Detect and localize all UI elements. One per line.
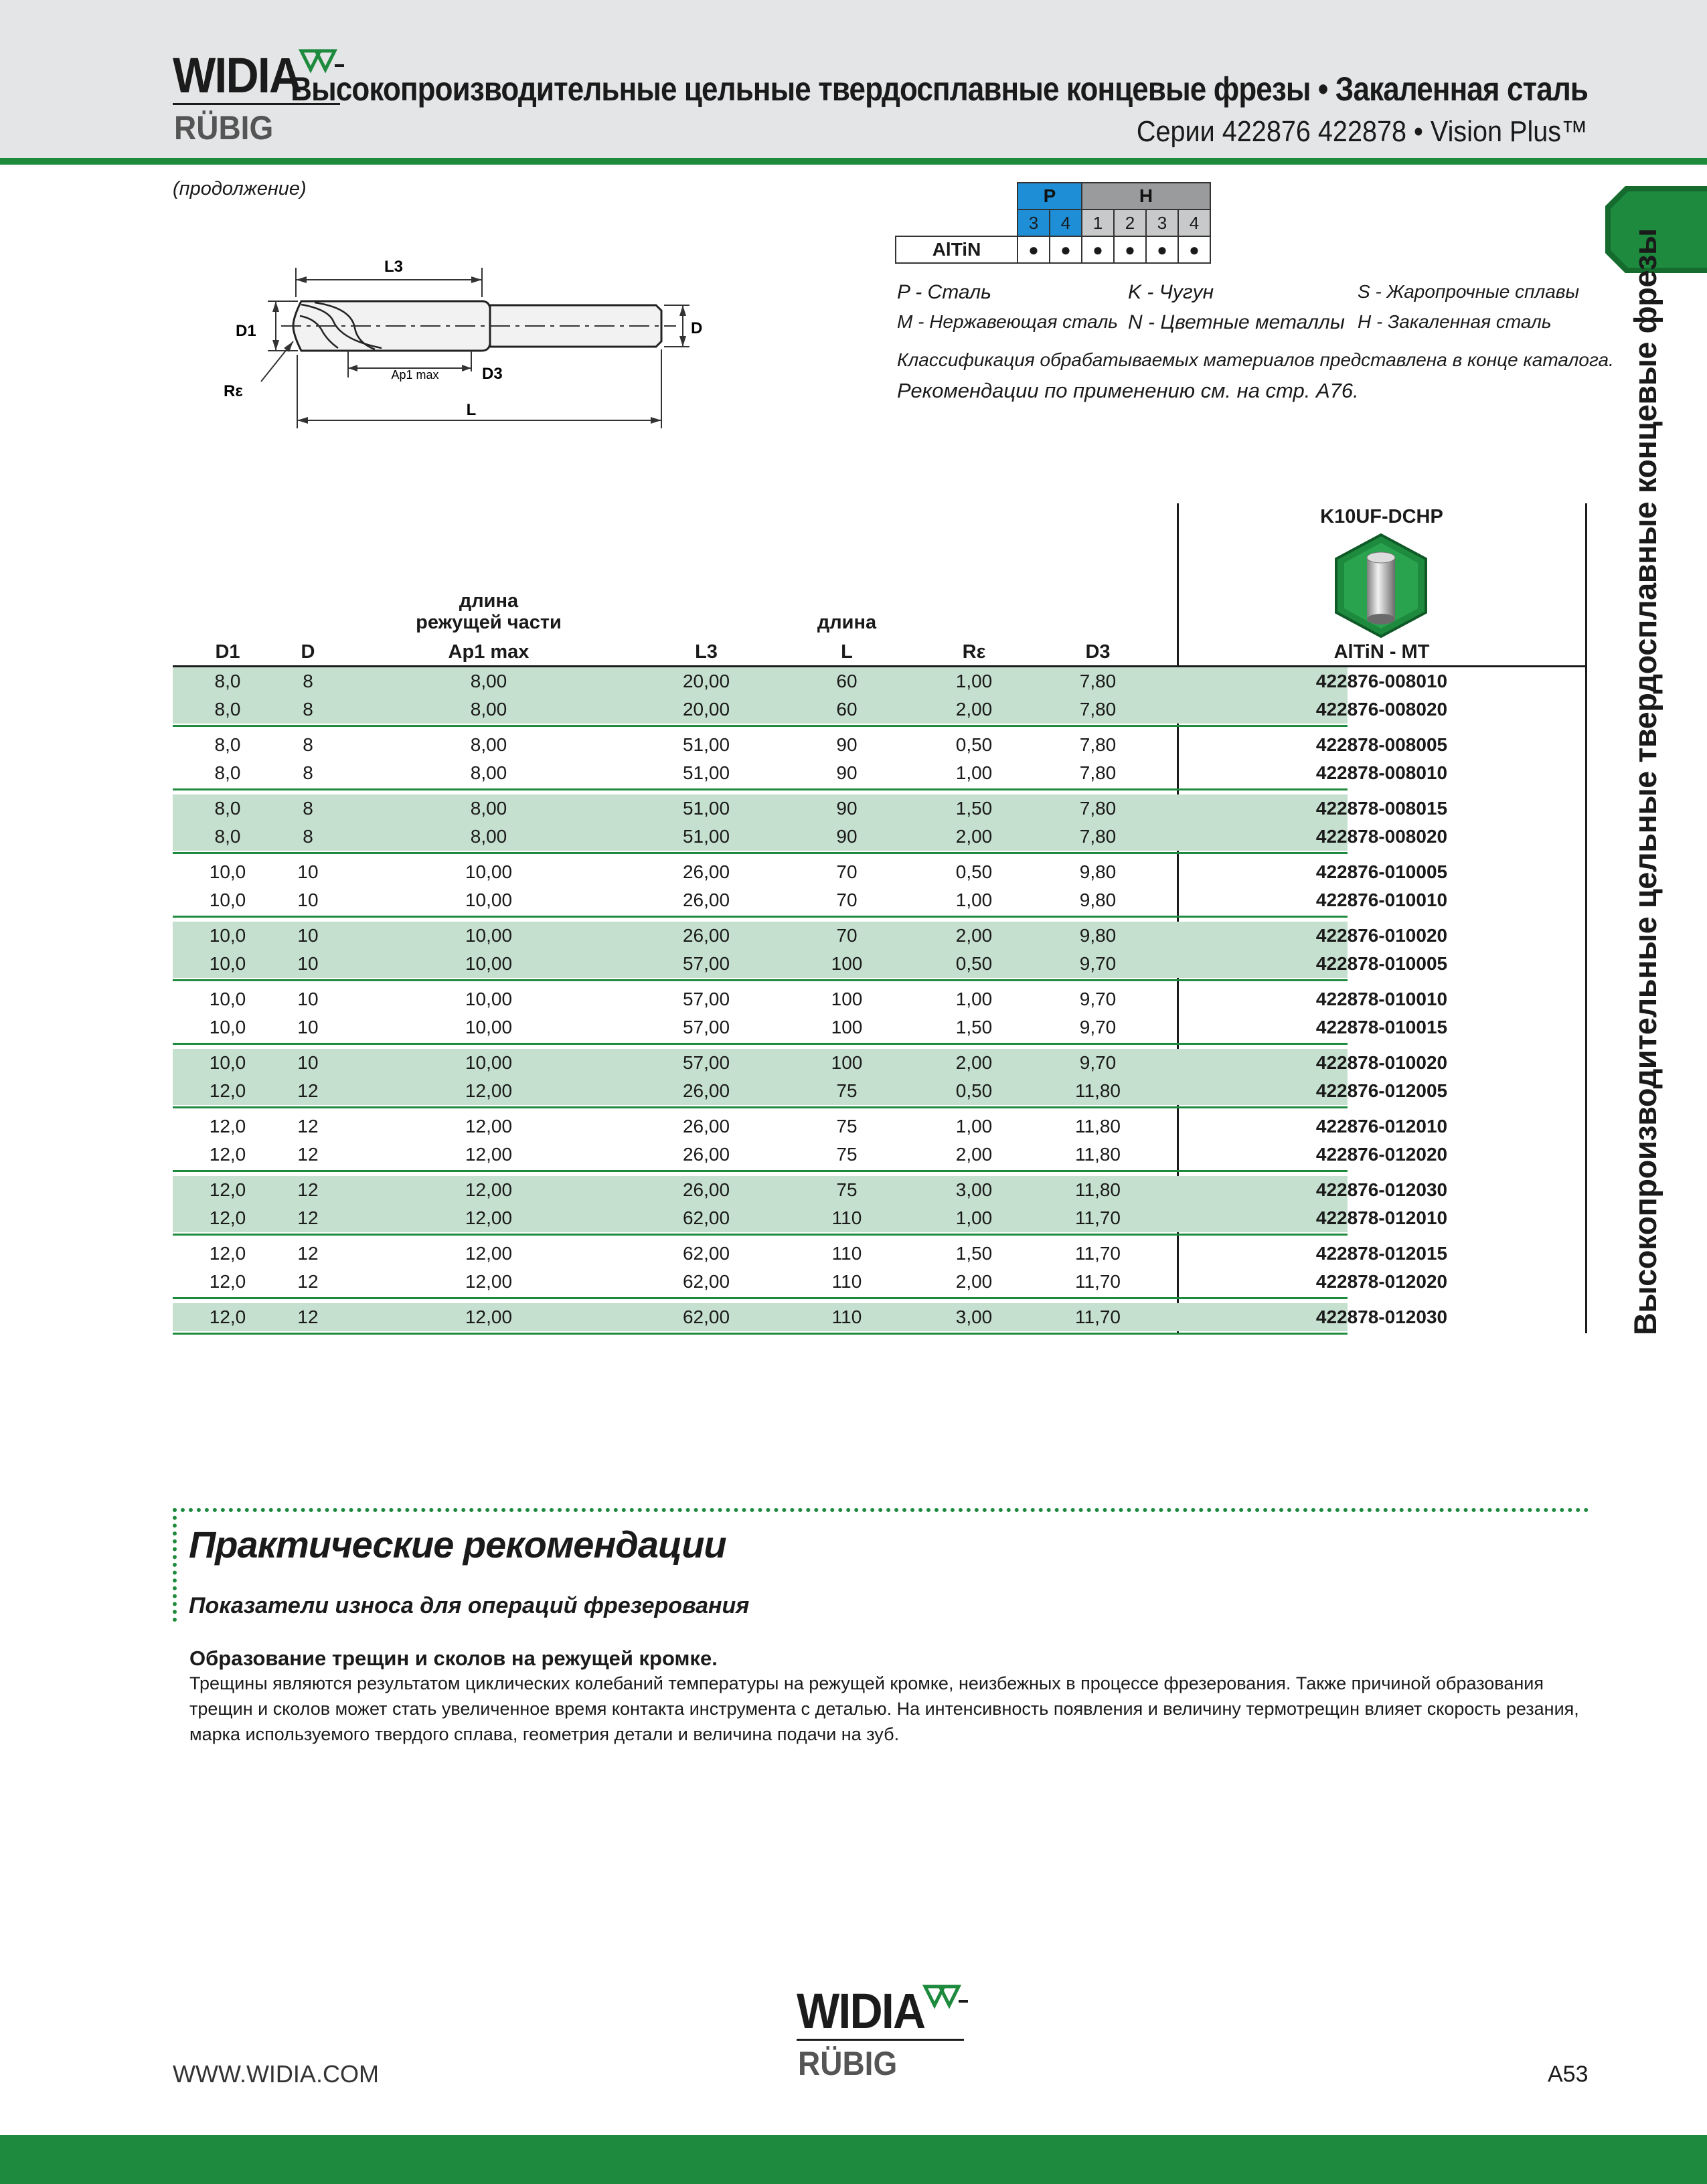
table-cell: 8,00 bbox=[470, 734, 507, 755]
table-cell: 26,00 bbox=[682, 861, 730, 882]
suitability-mark: ● bbox=[1082, 236, 1114, 263]
practical-subtitle: Показатели износа для операций фрезерования bbox=[189, 1593, 750, 1618]
table-cell: 26,00 bbox=[682, 925, 730, 946]
table-cell: 8 bbox=[303, 826, 313, 847]
diagram-label-l3: L3 bbox=[384, 258, 404, 276]
table-cell: 3,00 bbox=[955, 1179, 993, 1200]
table-cell: 9,70 bbox=[1079, 1017, 1117, 1037]
header-d: D bbox=[301, 641, 315, 663]
table-cell: 9,80 bbox=[1079, 925, 1117, 946]
material-sub-number: 3 bbox=[1018, 209, 1050, 236]
material-sub-number: 3 bbox=[1146, 209, 1178, 236]
header-ap1: Ap1 max bbox=[448, 641, 530, 663]
table-cell: 8 bbox=[303, 762, 313, 783]
table-cell: 2,00 bbox=[955, 1052, 993, 1073]
table-cell: 10,0 bbox=[209, 953, 246, 974]
diagram-label-d: D bbox=[691, 319, 703, 337]
table-cell: 2,00 bbox=[955, 1144, 993, 1165]
table-cell: 8,0 bbox=[214, 699, 241, 720]
table-cell: 57,00 bbox=[682, 989, 730, 1009]
table-cell: 12 bbox=[297, 1179, 319, 1200]
table-cell: 51,00 bbox=[682, 798, 730, 819]
table-cell: 12 bbox=[297, 1271, 319, 1292]
table-cell: 10,0 bbox=[209, 861, 246, 882]
series-subtitle: Серии 422876 422878 • Vision Plus™ bbox=[1137, 115, 1588, 148]
table-cell: 10,00 bbox=[465, 1017, 513, 1037]
order-code: 422876-012020 bbox=[1315, 1144, 1448, 1165]
table-cell: 12,0 bbox=[209, 1179, 246, 1200]
material-group-p: P bbox=[1018, 183, 1082, 209]
footer-bar bbox=[0, 2135, 1707, 2184]
table-cell: 9,70 bbox=[1079, 953, 1117, 974]
table-cell: 100 bbox=[831, 953, 863, 974]
suitability-mark: ● bbox=[1178, 236, 1210, 263]
table-cell: 12,0 bbox=[209, 1080, 246, 1101]
table-cell: 62,00 bbox=[682, 1307, 730, 1327]
table-cell: 0,50 bbox=[955, 734, 993, 755]
group-separator bbox=[173, 725, 1348, 727]
table-cell: 12,0 bbox=[209, 1207, 246, 1228]
table-cell: 1,50 bbox=[955, 798, 993, 819]
table-cell: 8,00 bbox=[470, 826, 507, 847]
table-cell: 20,00 bbox=[682, 671, 730, 691]
table-cell: 12,00 bbox=[465, 1144, 513, 1165]
material-group-h: H bbox=[1082, 183, 1210, 209]
table-cell: 12,0 bbox=[209, 1243, 246, 1264]
logo-widia-text: WIDIA bbox=[173, 48, 301, 103]
practical-text-line: трещин и сколов может стать увеличенное время контакта инструмента с деталью. На интенсивность появления и величину термотрещин влияет скорость резания, bbox=[189, 1699, 1579, 1719]
header-l: L bbox=[841, 641, 853, 663]
order-code: 422876-012010 bbox=[1315, 1116, 1448, 1137]
coating-label: AlTiN bbox=[896, 236, 1018, 263]
end-mill-diagram bbox=[214, 254, 703, 435]
table-cell: 26,00 bbox=[682, 890, 730, 910]
table-cell: 110 bbox=[831, 1243, 862, 1264]
legend-hardened: H - Закаленная сталь bbox=[1358, 311, 1552, 332]
table-cell: 12,00 bbox=[465, 1271, 513, 1292]
material-sub-number: 2 bbox=[1114, 209, 1146, 236]
order-code: 422876-012005 bbox=[1315, 1080, 1448, 1101]
table-cell: 10,00 bbox=[465, 953, 513, 974]
table-cell: 110 bbox=[831, 1207, 862, 1228]
table-cell: 7,80 bbox=[1079, 734, 1117, 755]
header-ap1-line2: режущей части bbox=[416, 612, 562, 633]
table-cell: 10,00 bbox=[465, 1052, 513, 1073]
legend-cast-iron: K - Чугун bbox=[1128, 281, 1214, 303]
footer-logo bbox=[797, 1983, 971, 2082]
table-cell: 8,00 bbox=[470, 699, 507, 720]
practical-title: Практические рекомендации bbox=[189, 1523, 726, 1566]
table-cell: 11,70 bbox=[1075, 1271, 1121, 1292]
table-cell: 10 bbox=[297, 861, 319, 882]
group-separator bbox=[173, 1333, 1348, 1335]
table-cell: 110 bbox=[831, 1271, 862, 1292]
table-cell: 8,0 bbox=[214, 671, 241, 691]
side-vertical-title: Высокопроизводительные цельные твердосплавные концевые фрезы bbox=[1627, 228, 1663, 1335]
table-cell: 20,00 bbox=[682, 699, 730, 720]
table-cell: 12 bbox=[297, 1116, 319, 1137]
order-code: 422878-012015 bbox=[1315, 1243, 1448, 1264]
group-separator bbox=[173, 1234, 1348, 1236]
table-cell: 3,00 bbox=[955, 1307, 993, 1327]
table-right-border bbox=[1585, 503, 1587, 1333]
order-code: 422876-012030 bbox=[1315, 1179, 1448, 1200]
table-cell: 8 bbox=[303, 734, 313, 755]
table-cell: 57,00 bbox=[682, 1052, 730, 1073]
section-dotted-border-left bbox=[173, 1508, 177, 1622]
table-cell: 60 bbox=[836, 699, 858, 720]
table-cell: 8,00 bbox=[470, 671, 507, 691]
order-code: 422878-012020 bbox=[1315, 1271, 1448, 1292]
table-cell: 0,50 bbox=[955, 953, 993, 974]
order-code: 422878-008015 bbox=[1315, 798, 1448, 819]
page-title: Высокопроизводительные цельные твердосплавные концевые фрезы • Закаленная сталь bbox=[291, 70, 1588, 108]
table-cell: 70 bbox=[836, 925, 858, 946]
table-cell: 12,00 bbox=[465, 1116, 513, 1137]
section-dotted-border-top bbox=[173, 1508, 1589, 1512]
grade-name: K10UF-DCHP bbox=[1320, 506, 1443, 527]
table-cell: 10,00 bbox=[465, 861, 513, 882]
table-cell: 9,70 bbox=[1079, 989, 1117, 1009]
footer-logo-triangles-icon bbox=[924, 1983, 971, 2017]
table-cell: 8,00 bbox=[470, 762, 507, 783]
table-cell: 62,00 bbox=[682, 1207, 730, 1228]
table-cell: 11,70 bbox=[1075, 1243, 1121, 1264]
recommendation-note: Рекомендации по применению см. на стр. A76. bbox=[897, 379, 1359, 402]
group-separator bbox=[173, 1106, 1348, 1108]
table-cell: 8,0 bbox=[214, 826, 241, 847]
header-d3: D3 bbox=[1085, 641, 1111, 663]
header-coating: AlTiN - MT bbox=[1333, 641, 1430, 663]
table-cell: 7,80 bbox=[1079, 826, 1117, 847]
table-cell: 11,80 bbox=[1075, 1144, 1121, 1165]
footer-logo-rubig-text: RÜBIG bbox=[798, 2045, 898, 2082]
table-cell: 51,00 bbox=[682, 734, 730, 755]
table-cell: 7,80 bbox=[1079, 699, 1117, 720]
header-l3: L3 bbox=[695, 641, 718, 663]
table-cell: 2,00 bbox=[955, 1271, 993, 1292]
table-cell: 10,0 bbox=[209, 890, 246, 910]
material-sub-number: 4 bbox=[1178, 209, 1210, 236]
material-sub-number: 1 bbox=[1082, 209, 1114, 236]
table-cell: 8,0 bbox=[214, 762, 241, 783]
table-cell: 12,00 bbox=[465, 1243, 513, 1264]
suitability-mark: ● bbox=[1050, 236, 1082, 263]
logo-rubig-text: RÜBIG bbox=[174, 109, 274, 147]
table-cell: 12,00 bbox=[465, 1080, 513, 1101]
table-cell: 11,80 bbox=[1075, 1080, 1121, 1101]
order-code: 422876-008010 bbox=[1315, 671, 1448, 691]
table-cell: 9,80 bbox=[1079, 861, 1117, 882]
header-ap1-line1: длина bbox=[459, 590, 519, 612]
table-cell: 7,80 bbox=[1079, 671, 1117, 691]
order-code: 422878-012010 bbox=[1315, 1207, 1448, 1228]
order-code: 422878-010020 bbox=[1315, 1052, 1448, 1073]
practical-text-line: марка используемого твердого сплава, геометрия детали и величина подачи на зуб. bbox=[189, 1724, 900, 1744]
order-code: 422878-008005 bbox=[1315, 734, 1448, 755]
table-cell: 12,0 bbox=[209, 1307, 246, 1327]
continued-note: (продолжение) bbox=[173, 178, 307, 199]
suitability-mark: ● bbox=[1018, 236, 1050, 263]
order-code: 422876-010005 bbox=[1315, 861, 1448, 882]
order-code: 422878-010005 bbox=[1315, 953, 1448, 974]
table-cell: 2,00 bbox=[955, 925, 993, 946]
table-cell: 11,70 bbox=[1075, 1207, 1121, 1228]
table-cell: 12 bbox=[297, 1207, 319, 1228]
legend-stainless: M - Нержавеющая сталь bbox=[897, 311, 1118, 332]
table-cell: 0,50 bbox=[955, 861, 993, 882]
table-cell: 1,50 bbox=[955, 1243, 993, 1264]
table-cell: 12,0 bbox=[209, 1144, 246, 1165]
material-group-table bbox=[895, 182, 1211, 264]
table-cell: 1,00 bbox=[955, 989, 993, 1009]
group-separator bbox=[173, 1170, 1348, 1172]
table-cell: 10 bbox=[297, 1052, 319, 1073]
table-cell: 26,00 bbox=[682, 1179, 730, 1200]
table-cell: 1,00 bbox=[955, 1116, 993, 1137]
order-code: 422878-012030 bbox=[1315, 1307, 1448, 1327]
table-cell: 1,00 bbox=[955, 890, 993, 910]
order-code: 422878-008020 bbox=[1315, 826, 1448, 847]
table-cell: 11,80 bbox=[1075, 1179, 1121, 1200]
table-cell: 12,0 bbox=[209, 1116, 246, 1137]
order-code: 422876-008020 bbox=[1315, 699, 1448, 720]
order-code: 422876-010010 bbox=[1315, 890, 1448, 910]
table-cell: 10 bbox=[297, 1017, 319, 1037]
table-cell: 70 bbox=[836, 861, 858, 882]
table-cell: 10,0 bbox=[209, 989, 246, 1009]
group-separator bbox=[173, 916, 1348, 918]
table-cell: 10,00 bbox=[465, 989, 513, 1009]
legend-nonferrous: N - Цветные металлы bbox=[1128, 311, 1345, 333]
table-cell: 75 bbox=[836, 1116, 858, 1137]
table-cell: 1,00 bbox=[955, 671, 993, 691]
table-cell: 12 bbox=[297, 1307, 319, 1327]
header-rule bbox=[0, 158, 1707, 165]
table-cell: 8 bbox=[303, 699, 313, 720]
table-cell: 12 bbox=[297, 1080, 319, 1101]
footer-logo-widia-text: WIDIA bbox=[797, 1983, 925, 2039]
group-separator bbox=[173, 852, 1348, 854]
diagram-label-l: L bbox=[466, 401, 477, 419]
table-cell: 26,00 bbox=[682, 1144, 730, 1165]
table-cell: 70 bbox=[836, 890, 858, 910]
page-number: A53 bbox=[1548, 2062, 1589, 2087]
table-cell: 9,80 bbox=[1079, 890, 1117, 910]
table-cell: 8,0 bbox=[214, 798, 241, 819]
table-cell: 51,00 bbox=[682, 826, 730, 847]
table-cell: 1,00 bbox=[955, 1207, 993, 1228]
table-cell: 10,0 bbox=[209, 1017, 246, 1037]
table-cell: 10 bbox=[297, 953, 319, 974]
table-cell: 8,0 bbox=[214, 734, 241, 755]
order-code: 422878-008010 bbox=[1315, 762, 1448, 783]
diagram-label-d3: D3 bbox=[482, 365, 503, 383]
table-cell: 2,00 bbox=[955, 826, 993, 847]
table-cell: 57,00 bbox=[682, 1017, 730, 1037]
table-cell: 1,50 bbox=[955, 1017, 993, 1037]
diagram-label-ap1: Ap1 max bbox=[391, 368, 439, 382]
page-header bbox=[0, 0, 1707, 158]
table-cell: 11,70 bbox=[1075, 1307, 1121, 1327]
suitability-mark: ● bbox=[1114, 236, 1146, 263]
table-cell: 0,50 bbox=[955, 1080, 993, 1101]
legend-steel: P - Сталь bbox=[897, 281, 991, 303]
table-cell: 90 bbox=[836, 798, 858, 819]
table-cell: 10,00 bbox=[465, 890, 513, 910]
table-cell: 60 bbox=[836, 671, 858, 691]
table-cell: 11,80 bbox=[1075, 1116, 1121, 1137]
legend-superalloys: S - Жаропрочные сплавы bbox=[1358, 281, 1580, 302]
table-cell: 12 bbox=[297, 1144, 319, 1165]
diagram-label-d1: D1 bbox=[236, 322, 256, 340]
table-cell: 2,00 bbox=[955, 699, 993, 720]
table-cell: 10 bbox=[297, 989, 319, 1009]
material-sub-number: 4 bbox=[1050, 209, 1082, 236]
table-cell: 100 bbox=[831, 989, 863, 1009]
table-cell: 90 bbox=[836, 762, 858, 783]
table-cell: 9,70 bbox=[1079, 1052, 1117, 1073]
table-cell: 8 bbox=[303, 671, 313, 691]
table-cell: 10 bbox=[297, 890, 319, 910]
classification-note: Классификация обрабатываемых материалов представлена в конце каталога. bbox=[897, 349, 1614, 370]
order-code: 422878-010010 bbox=[1315, 989, 1448, 1009]
table-cell: 8,00 bbox=[470, 798, 507, 819]
table-cell: 12,00 bbox=[465, 1207, 513, 1228]
table-cell: 100 bbox=[831, 1017, 863, 1037]
group-separator bbox=[173, 788, 1348, 790]
table-cell: 8 bbox=[303, 798, 313, 819]
table-cell: 51,00 bbox=[682, 762, 730, 783]
order-code: 422876-010020 bbox=[1315, 925, 1448, 946]
table-cell: 110 bbox=[831, 1307, 862, 1327]
table-cell: 12,00 bbox=[465, 1179, 513, 1200]
table-cell: 62,00 bbox=[682, 1271, 730, 1292]
table-cell: 10,00 bbox=[465, 925, 513, 946]
group-separator bbox=[173, 979, 1348, 981]
group-separator bbox=[173, 1297, 1348, 1299]
table-cell: 75 bbox=[836, 1144, 858, 1165]
header-re: Rε bbox=[962, 641, 986, 663]
table-cell: 75 bbox=[836, 1179, 858, 1200]
practical-text-line: Трещины являются результатом циклических колебаний температуры на режущей кромке, неизбежных в процессе фрезерования. Также причиной образования bbox=[189, 1673, 1544, 1693]
table-cell: 10,0 bbox=[209, 925, 246, 946]
header-d1: D1 bbox=[215, 641, 240, 663]
table-cell: 62,00 bbox=[682, 1243, 730, 1264]
table-cell: 100 bbox=[831, 1052, 863, 1073]
table-cell: 75 bbox=[836, 1080, 858, 1101]
table-cell: 26,00 bbox=[682, 1080, 730, 1101]
table-cell: 7,80 bbox=[1079, 798, 1117, 819]
table-cell: 7,80 bbox=[1079, 762, 1117, 783]
table-cell: 10,0 bbox=[209, 1052, 246, 1073]
header-l-line1: длина bbox=[817, 612, 877, 633]
table-cell: 12 bbox=[297, 1243, 319, 1264]
grade-hexagon-icon bbox=[1332, 532, 1430, 639]
table-cell: 90 bbox=[836, 826, 858, 847]
table-cell: 90 bbox=[836, 734, 858, 755]
table-cell: 1,00 bbox=[955, 762, 993, 783]
practical-heading: Образование трещин и сколов на режущей кромке. bbox=[189, 1647, 718, 1670]
order-code: 422878-010015 bbox=[1315, 1017, 1448, 1037]
table-cell: 26,00 bbox=[682, 1116, 730, 1137]
table-cell: 12,00 bbox=[465, 1307, 513, 1327]
footer-url-link[interactable]: WWW.WIDIA.COM bbox=[173, 2060, 379, 2088]
table-cell: 57,00 bbox=[682, 953, 730, 974]
diagram-label-re: Rε bbox=[224, 382, 243, 400]
table-cell: 12,0 bbox=[209, 1271, 246, 1292]
table-cell: 10 bbox=[297, 925, 319, 946]
suitability-mark: ● bbox=[1146, 236, 1178, 263]
group-separator bbox=[173, 1043, 1348, 1045]
